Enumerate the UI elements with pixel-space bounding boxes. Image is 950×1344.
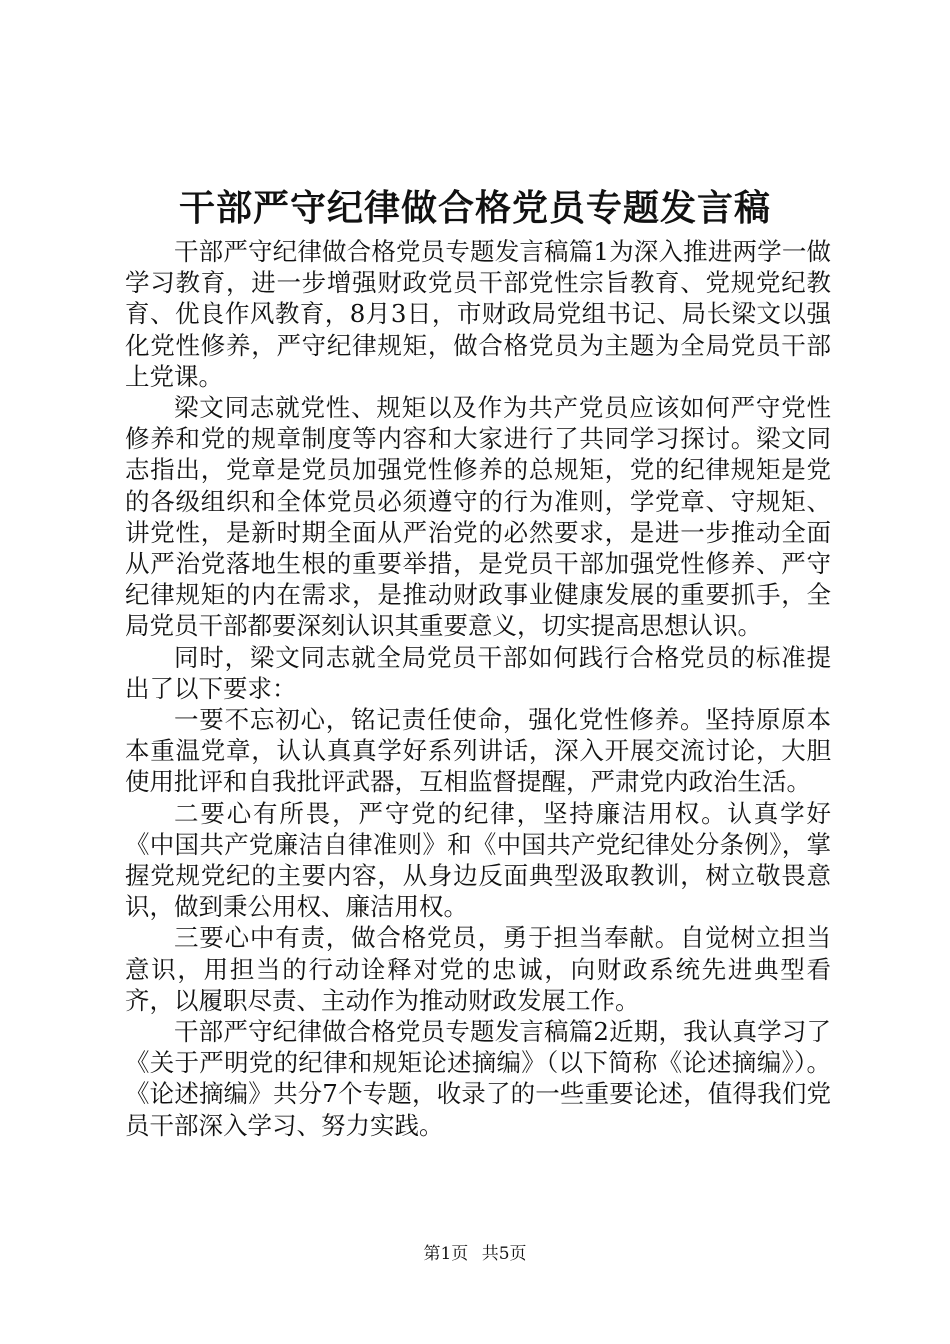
paragraph: 干部严守纪律做合格党员专题发言稿篇1为深入推进两学一做学习教育，进一步增强财政党员干部党性宗旨教育、党规党纪教育、优良作风教育，8月3日，市财政局党组书记、局长梁文以强化党性修养，严守纪律规矩，做合格党员为主题为全局党员干部上党课。 <box>125 237 831 391</box>
paragraph: 三要心中有责，做合格党员，勇于担当奉献。自觉树立担当意识，用担当的行动诠释对党的忠诚，向财政系统先进典型看齐，以履职尽责、主动作为推动财政发展工作。 <box>125 923 831 1015</box>
paragraph: 二要心有所畏，严守党的纪律，坚持廉洁用权。认真学好《中国共产党廉洁自律准则》和《中国共产党纪律处分条例》，掌握党规党纪的主要内容，从身边反面典型汲取教训，树立敬畏意识，做到秉公用权、廉洁用权。 <box>125 798 831 922</box>
page-footer <box>0 1242 950 1266</box>
page-number: 第1页 <box>423 1244 469 1264</box>
document-title: 干部严守纪律做合格党员专题发言稿 <box>178 187 771 229</box>
paragraph: 梁文同志就党性、规矩以及作为共产党员应该如何严守党性修养和党的规章制度等内容和大家进行了共同学习探讨。梁文同志指出，党章是党员加强党性修养的总规矩，党的纪律规矩是党的各级组织和全体党员必须遵守的行为准则，学党章、守规矩、讲党性，是新时期全面从严治党的必然要求，是进一步推动全面从严治党落地生根的重要举措，是党员干部加强党性修养、严守纪律规矩的内在需求，是推动财政事业健康发展的重要抓手，全局党员干部都要深刻认识其重要意义，切实提高思想认识。 <box>125 393 831 641</box>
paragraph: 同时，梁文同志就全局党员干部如何践行合格党员的标准提出了以下要求： <box>125 642 831 703</box>
page-total: 共5页 <box>481 1244 527 1264</box>
document-body <box>125 236 831 1141</box>
paragraph: 一要不忘初心，铭记责任使命，强化党性修养。坚持原原本本重温党章，认认真真学好系列讲话，深入开展交流讨论，大胆使用批评和自我批评武器，互相监督提醒，严肃党内政治生活。 <box>125 705 831 797</box>
paragraph: 干部严守纪律做合格党员专题发言稿篇2近期，我认真学习了《关于严明党的纪律和规矩论述摘编》（以下简称《论述摘编》）。《论述摘编》共分7个专题，收录了的一些重要论述，值得我们党员干部深入学习、努力实践。 <box>125 1017 831 1140</box>
